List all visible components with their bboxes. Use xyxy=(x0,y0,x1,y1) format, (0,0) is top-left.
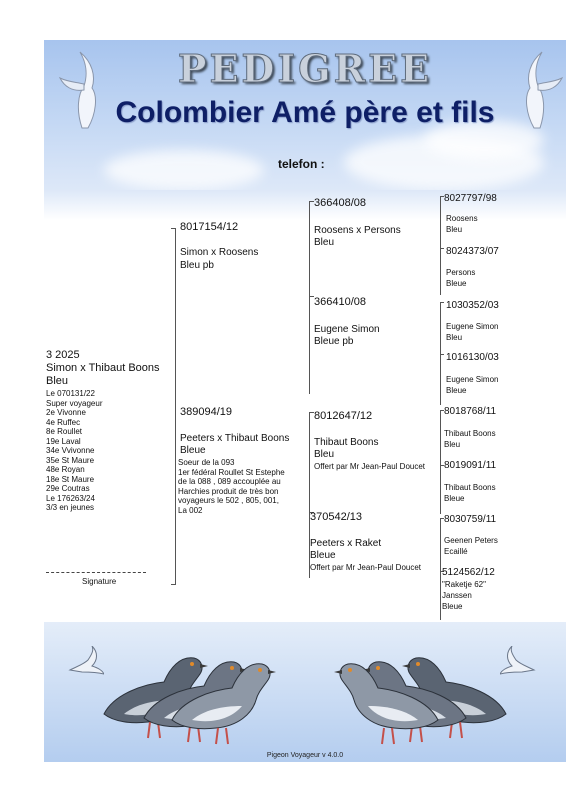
great-grandparent-ring: 8030759/11 xyxy=(444,514,497,525)
great-grandparent-ring: 5124562/12 xyxy=(442,567,495,578)
signature-label: Signature xyxy=(82,577,117,586)
great-grandparent-line1: "Raketje 62" xyxy=(442,580,486,589)
grandparent-line1: Peeters x Raket xyxy=(310,538,382,549)
great-grandparent-ring: 8018768/11 xyxy=(444,406,497,417)
subject-result: 34e Vvivonne xyxy=(46,446,95,455)
subject-ring: 3 2025 xyxy=(46,349,80,361)
bracket-line xyxy=(440,196,441,295)
dam-note: voyageurs le 502 , 805, 001, xyxy=(178,496,279,505)
great-grandparent-line1: Geenen Peters xyxy=(444,536,498,545)
great-grandparent-line1: Eugene Simon xyxy=(446,375,499,384)
dam-ring: 389094/19 xyxy=(180,406,232,418)
great-grandparent-line2: Janssen xyxy=(442,591,472,600)
subject-result: Super voyageur xyxy=(46,398,103,408)
telefon-label: telefon : xyxy=(278,157,325,171)
great-grandparent-line2: Bleue xyxy=(446,386,467,395)
great-grandparent-line1: Eugene Simon xyxy=(446,322,499,331)
great-grandparent-line3: Bleue xyxy=(442,602,463,611)
subject-result: 2e Vivonne xyxy=(46,408,86,417)
subject-color: Bleu xyxy=(46,375,69,387)
subject-result: 8e Roullet xyxy=(46,427,83,436)
software-version: Pigeon Voyageur v 4.0.0 xyxy=(266,752,344,759)
great-grandparent-line2: Ecaillé xyxy=(444,547,468,556)
bracket-line xyxy=(440,410,441,514)
cloud xyxy=(104,150,264,190)
footer-panel xyxy=(44,622,566,762)
dam-note: 1er fédéral Roullet St Estephe xyxy=(178,467,285,477)
grandparent-ring: 370542/13 xyxy=(310,511,362,523)
subject-result: 3/3 en jeunes xyxy=(46,503,95,512)
great-grandparent-ring: 8024373/07 xyxy=(446,246,499,257)
subject-result: Le 070131/22 xyxy=(46,389,95,398)
pedigree-title: PEDIGREE xyxy=(177,46,433,91)
grandparent-line2: Bleu xyxy=(314,449,335,460)
great-grandparent-line2: Bleu xyxy=(446,225,463,234)
bracket-line xyxy=(309,201,310,394)
grandparent-note: Offert par Mr Jean-Paul Doucet xyxy=(314,462,426,471)
sire-line2: Bleu pb xyxy=(180,260,214,271)
bracket-line xyxy=(440,248,444,249)
subject-result: 48e Royan xyxy=(46,465,85,474)
subject-result: Le 176263/24 xyxy=(46,493,95,503)
grandparent-note: Offert par Mr Jean-Paul Doucet xyxy=(310,563,422,572)
bracket-line xyxy=(440,302,444,303)
subject-result: 19e Laval xyxy=(46,436,81,446)
sire-ring: 8017154/12 xyxy=(180,221,239,233)
pedigree-sheet xyxy=(44,40,566,762)
bracket-line xyxy=(440,518,441,620)
subject-result: 29e Coutras xyxy=(46,484,90,493)
dam-note: de la 088 , 089 accouplée au xyxy=(178,477,281,486)
great-grandparent-line2: Bleu xyxy=(444,440,461,449)
grandparent-ring: 8012647/12 xyxy=(314,410,373,422)
great-grandparent-line1: Roosens xyxy=(446,214,478,223)
bracket-line xyxy=(171,228,176,229)
great-grandparent-ring: 8027797/98 xyxy=(444,193,497,204)
great-grandparent-ring: 1016130/03 xyxy=(446,352,499,363)
grandparent-line1: Thibaut Boons xyxy=(314,437,379,448)
bracket-line xyxy=(171,584,176,585)
great-grandparent-line1: Thibaut Boons xyxy=(444,483,496,492)
grandparent-line2: Bleue xyxy=(310,550,336,561)
grandparent-line1: Roosens x Persons xyxy=(314,225,401,236)
dam-note: La 002 xyxy=(178,505,203,515)
grandparent-ring: 366408/08 xyxy=(314,197,366,209)
dam-note: Soeur de la 093 xyxy=(178,458,235,467)
great-grandparent-line1: Persons xyxy=(446,268,476,277)
great-grandparent-line2: Bleue xyxy=(446,279,467,288)
subject-result: 18e St Maure xyxy=(46,474,95,484)
dam-line2: Bleue xyxy=(180,445,206,456)
subject-result: 35e St Maure xyxy=(46,455,95,465)
subject-result: 4e Ruffec xyxy=(46,417,81,427)
loft-name: Colombier Amé père et fils xyxy=(115,96,495,129)
great-grandparent-line2: Bleu xyxy=(446,333,463,342)
great-grandparent-line1: Thibaut Boons xyxy=(444,429,496,438)
great-grandparent-line2: Bleue xyxy=(444,494,465,503)
bracket-line xyxy=(440,354,444,355)
pigeon-group-left-icon xyxy=(84,634,284,746)
subject-parents: Simon x Thibaut Boons xyxy=(46,362,160,374)
sky-header xyxy=(44,40,566,190)
grandparent-line2: Bleu xyxy=(314,237,335,248)
grandparent-line2: Bleue pb xyxy=(314,336,354,347)
grandparent-ring: 366410/08 xyxy=(314,296,366,308)
pigeon-group-right-icon xyxy=(326,634,526,746)
dam-note: Harchies produit de très bon xyxy=(178,486,279,496)
sire-line1: Simon x Roosens xyxy=(180,247,259,258)
dam-line1: Peeters x Thibaut Boons xyxy=(180,433,290,444)
grandparent-line1: Eugene Simon xyxy=(314,324,380,335)
bracket-line xyxy=(175,228,176,584)
signature-line xyxy=(46,572,146,573)
great-grandparent-ring: 8019091/11 xyxy=(444,460,497,471)
great-grandparent-ring: 1030352/03 xyxy=(446,300,499,311)
